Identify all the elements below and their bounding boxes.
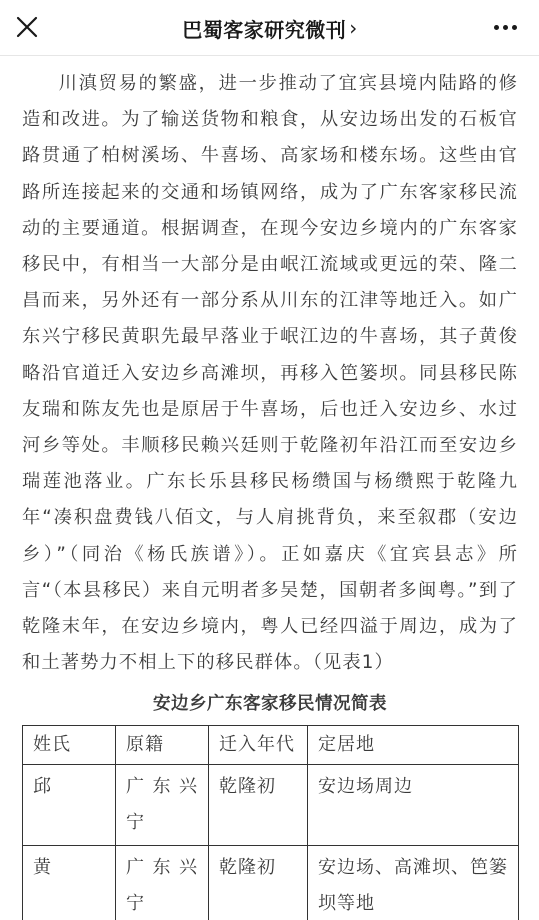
more-button[interactable] xyxy=(487,12,523,42)
article-paragraph: 川滇贸易的繁盛，进一步推动了宜宾县境内陆路的修造和改进。为了输送货物和粮食，从安边场出发的石板官路贯通了柏树溪场、牛喜场、高家场和楼东场。这些由官路所连接起来的交通和场镇网络，成为了广东客家移民流动的主要通道。根据调查，在现今安边乡境内的广东客家移民中，有相当一大部分是由岷江流域或更远的荣、隆二昌而来，另外还有一部分系从川东的江津等地迁入。如广东兴宁移民黄职先最早落业于岷江边的牛喜场，其子黄俊略沿官道迁入安边乡高滩坝，再移入笆篓坝。同县移民陈友瑞和陈友先也是原居于牛喜场，后也迁入安边乡、水过河乡等处。丰顺移民赖兴廷则于乾隆初年沿江而至安边乡瑞莲池落业。广东长乐县移民杨缵国与杨缵熙于乾隆九年“凑积盘费钱八佰文，与人肩挑背负，来至叙郡（安边乡）”（同治《杨氏族谱》）。正如嘉庆《宜宾县志》所言“（本县移民）来自元明者多吴楚，国朝者多闽粤。”到了乾隆末年，在安边乡境内，粤人已经四溢于周边，成为了和土著势力不相上下的移民群体。（见表1） xyxy=(22,73,518,674)
account-title-link[interactable] xyxy=(120,0,420,56)
table-header-cell: 迁入年代 xyxy=(209,726,308,765)
table-row xyxy=(23,765,519,846)
table-cell: 乾隆初 xyxy=(209,765,308,846)
table-title: 安边乡广东客家移民情况简表 xyxy=(153,694,387,715)
account-title: 巴蜀客家研究微刊 xyxy=(182,17,347,42)
table-header-cell: 姓氏 xyxy=(23,726,116,765)
table-header-cell: 定居地 xyxy=(308,726,519,765)
top-bar xyxy=(0,0,539,56)
table-cell: 广东兴宁 xyxy=(116,765,209,846)
table-cell: 安边场、高滩坝、笆篓坝等地 xyxy=(308,846,519,920)
close-x-icon xyxy=(16,16,38,38)
table-cell: 黄 xyxy=(23,846,116,920)
chevron-right-icon: › xyxy=(349,16,358,40)
table-header-cell: 原籍 xyxy=(116,726,209,765)
close-button[interactable] xyxy=(10,10,44,44)
table-header-row xyxy=(23,726,519,765)
table-cell: 安边场周边 xyxy=(308,765,519,846)
more-dots-icon xyxy=(494,25,499,30)
article-content xyxy=(22,66,518,920)
migrant-table xyxy=(22,725,519,920)
table-row xyxy=(23,846,519,920)
table-cell: 邱 xyxy=(23,765,116,846)
table-cell: 广东兴宁 xyxy=(116,846,209,920)
table-cell: 乾隆初 xyxy=(209,846,308,920)
